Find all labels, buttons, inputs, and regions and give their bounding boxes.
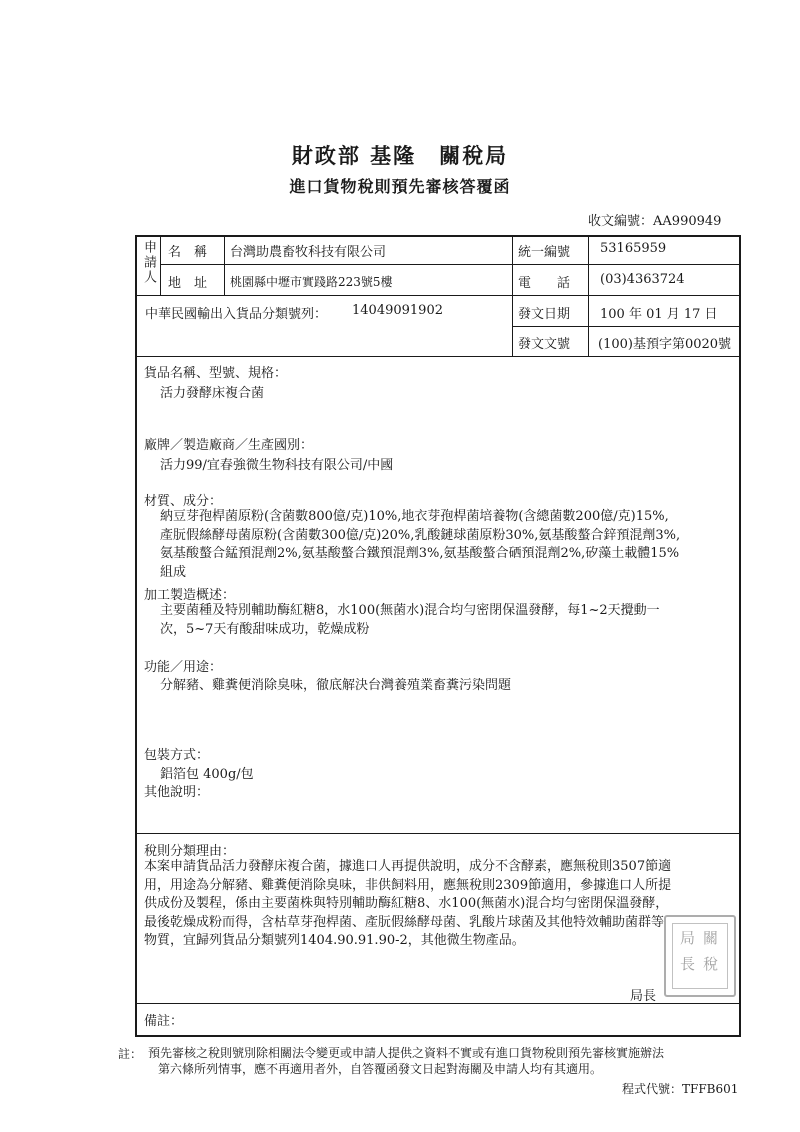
packing-value: 鋁箔包 400g/包 xyxy=(160,767,254,782)
reason-label: 稅則分類理由： xyxy=(144,844,236,859)
signer-title: 局長 xyxy=(630,989,657,1004)
footer-note-line: 第六條所列情事，應不再適用者外，自答覆函發文日起對海關及申請人均有其適用。 xyxy=(158,1062,603,1076)
reason-line: 最後乾燥成粉而得，含枯草芽孢桿菌、產朊假絲酵母菌、乳酸片球菌及其他特效輔助菌群等 xyxy=(144,914,665,930)
seal-char: 長 xyxy=(680,955,696,973)
classification-label: 中華民國輸出入貨品分類號列： xyxy=(145,307,328,322)
seal-char: 關 xyxy=(703,929,719,947)
receipt-number xyxy=(588,210,721,229)
function-value: 分解豬、雞糞便消除臭味，徹底解決台灣養殖業畜糞污染問題 xyxy=(160,678,512,693)
name-label: 名 稱 xyxy=(168,245,208,260)
goods-name-label: 貨品名稱、型號、規格： xyxy=(144,366,288,381)
footer-note-line: 預先審核之稅則號別除相關法令變更或申請人提供之資料不實或有進口貨物稅則預先審核實施辦法 xyxy=(148,1046,665,1060)
material-line: 產朊假絲酵母菌原粉(含菌數300億/克)20%,乳酸鏈球菌原粉30%,氨基酸螯合鋅預混劑3%, xyxy=(160,527,681,543)
uid-label: 統一編號 xyxy=(518,245,571,260)
classification-code: 14049091902 xyxy=(352,303,443,318)
material-line: 組成 xyxy=(160,564,187,580)
remarks-label: 備註： xyxy=(144,1014,184,1029)
reason-line: 物質，宜歸列貨品分類號列1404.90.91.90-2，其他微生物產品。 xyxy=(144,933,525,948)
seal-char: 稅 xyxy=(703,955,719,973)
process-line: 主要菌種及特別輔助酶紅糖8，水100(無菌水)混合均勻密閉保溫發酵，每1~2天攪動一 xyxy=(160,603,660,618)
issue-date-value: 100 年 01 月 17 日 xyxy=(600,307,718,322)
document-subtitle: 進口貨物稅則預先審核答覆函 xyxy=(289,177,511,196)
packing-label: 包裝方式： xyxy=(144,748,210,763)
issue-no-value: (100)基預字第0020號 xyxy=(598,337,732,352)
material-line: 納豆芽孢桿菌原粉(含菌數800億/克)10%,地衣芽孢桿菌培養物(含總菌數200億/克)15%, xyxy=(160,509,669,524)
footer-note-label: 註： xyxy=(118,1047,143,1061)
receipt-value: AA990949 xyxy=(653,214,722,229)
other-label: 其他說明： xyxy=(144,785,210,800)
phone-value: (03)4363724 xyxy=(600,272,685,287)
brand-label: 廠牌／製造廠商／生產國別： xyxy=(144,438,314,453)
process-label: 加工製造概述： xyxy=(144,588,236,603)
reason-line: 本案申請貨品活力發酵床複合菌，據進口人再提供說明，成分不含酵素，應無稅則3507節適 xyxy=(144,859,672,874)
document-title: 財政部 基隆 關稅局 xyxy=(291,143,509,168)
material-line: 氨基酸螯合錳預混劑2%,氨基酸螯合鐵預混劑3%,氨基酸螯合硒預混劑2%,矽藻土載體15% xyxy=(160,546,680,561)
material-text xyxy=(160,508,680,582)
process-line: 次，5~7天有酸甜味成功，乾燥成粉 xyxy=(160,621,370,637)
form-code-label: 程式代號： xyxy=(622,1082,683,1096)
form-code-value: TFFB601 xyxy=(682,1082,739,1096)
material-label: 材質、成分： xyxy=(144,494,223,509)
footer-note xyxy=(148,1045,664,1077)
receipt-label: 收文編號： xyxy=(588,214,654,229)
process-text xyxy=(160,602,660,639)
brand-value: 活力99/宜春強微生物科技有限公司/中國 xyxy=(160,458,394,473)
issue-date-label: 發文日期 xyxy=(518,307,571,322)
applicant-name: 台灣助農畜牧科技有限公司 xyxy=(230,245,387,260)
seal-char: 局 xyxy=(680,929,696,947)
address-label: 地 址 xyxy=(168,276,208,291)
function-label: 功能／用途： xyxy=(144,660,223,675)
reason-line: 用，用途為分解豬、雞糞便消除臭味，非供飼料用，應無稅則2309節適用，參據進口人所提 xyxy=(144,877,672,893)
official-seal xyxy=(664,915,736,997)
uid-value: 53165959 xyxy=(600,241,667,256)
applicant-address: 桃園縣中壢市實踐路223號5樓 xyxy=(230,275,393,289)
reason-text xyxy=(144,858,671,951)
applicant-label: 申請人 xyxy=(141,240,156,285)
phone-label: 電 話 xyxy=(518,276,571,291)
goods-name: 活力發酵床複合菌 xyxy=(160,386,265,401)
form-code xyxy=(622,1080,738,1097)
reason-line: 供成份及製程，係由主要菌株與特別輔助酶紅糖8、水100(無菌水)混合均勻密閉保溫發酵， xyxy=(144,896,669,911)
issue-no-label: 發文文號 xyxy=(518,337,571,352)
